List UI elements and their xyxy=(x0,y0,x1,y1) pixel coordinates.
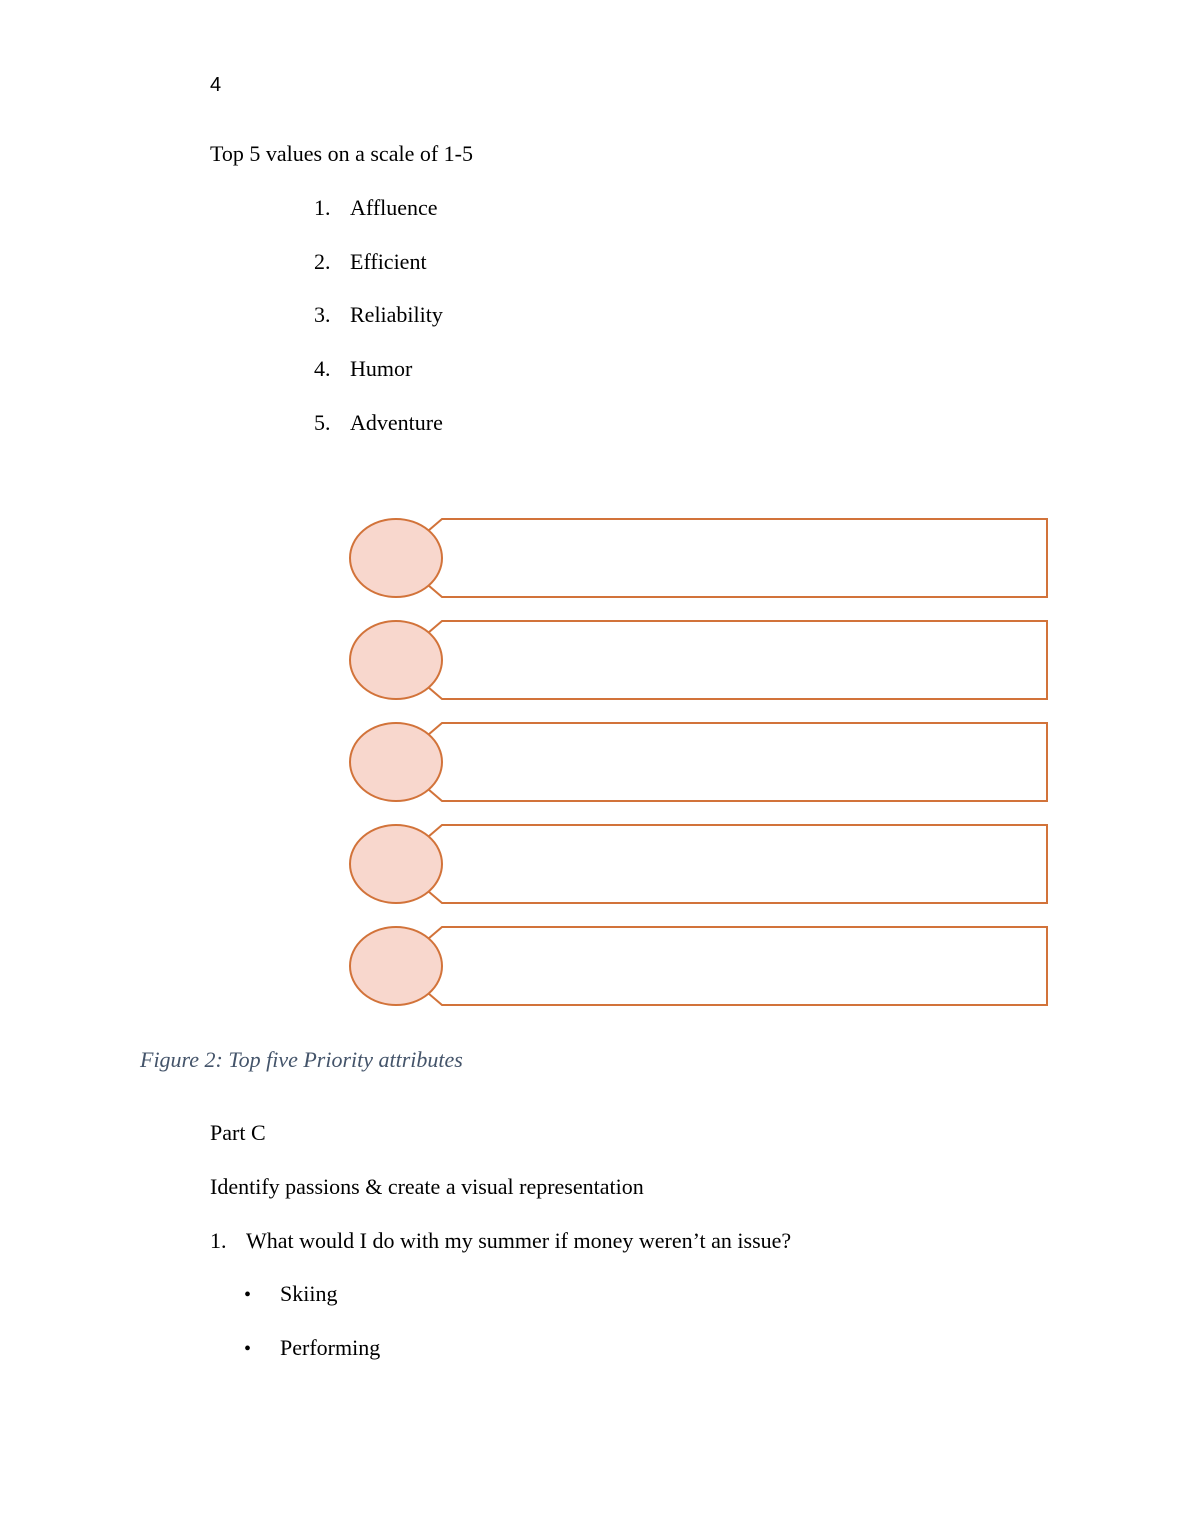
number-circle xyxy=(350,927,442,1005)
part-c-title: Part C xyxy=(210,1120,266,1145)
diagram-row xyxy=(350,621,1047,699)
list-item xyxy=(314,358,412,380)
list-item xyxy=(314,304,443,326)
callout-box xyxy=(428,927,1047,1005)
number-circle xyxy=(350,519,442,597)
list-item-number: 2. xyxy=(314,249,331,274)
number-circle xyxy=(350,621,442,699)
question-item xyxy=(210,1230,791,1252)
callout-box xyxy=(428,825,1047,903)
answer-item xyxy=(244,1283,337,1305)
list-item-number: 3. xyxy=(314,302,331,327)
question-number: 1. xyxy=(210,1228,227,1253)
list-item-number: 1. xyxy=(314,195,331,220)
list-item-label: Adventure xyxy=(350,410,443,435)
diagram-row xyxy=(350,519,1047,597)
figure-caption: Figure 2: Top five Priority attributes xyxy=(140,1047,463,1072)
question-text: What would I do with my summer if money weren’t an issue? xyxy=(246,1228,792,1253)
diagram-row xyxy=(350,723,1047,801)
bullet-icon: • xyxy=(244,1338,252,1360)
number-circle xyxy=(350,723,442,801)
values-heading: Top 5 values on a scale of 1-5 xyxy=(210,141,473,166)
answer-text: Skiing xyxy=(280,1281,338,1306)
callout-box xyxy=(428,519,1047,597)
priority-attributes-diagram xyxy=(340,510,1060,1015)
list-item-number: 5. xyxy=(314,410,331,435)
diagram-row xyxy=(350,927,1047,1005)
list-item xyxy=(314,197,438,219)
page-number: 4 xyxy=(210,74,222,96)
callout-box xyxy=(428,723,1047,801)
answer-item xyxy=(244,1337,380,1359)
callout-box xyxy=(428,621,1047,699)
diagram-row xyxy=(350,825,1047,903)
list-item xyxy=(314,412,443,434)
list-item xyxy=(314,251,427,273)
list-item-number: 4. xyxy=(314,356,331,381)
list-item-label: Affluence xyxy=(350,195,438,220)
answer-text: Performing xyxy=(280,1335,381,1360)
list-item-label: Efficient xyxy=(350,249,427,274)
bullet-icon: • xyxy=(244,1284,252,1306)
list-item-label: Reliability xyxy=(350,302,443,327)
number-circle xyxy=(350,825,442,903)
list-item-label: Humor xyxy=(350,356,413,381)
part-c-subtitle: Identify passions & create a visual representation xyxy=(210,1174,644,1199)
